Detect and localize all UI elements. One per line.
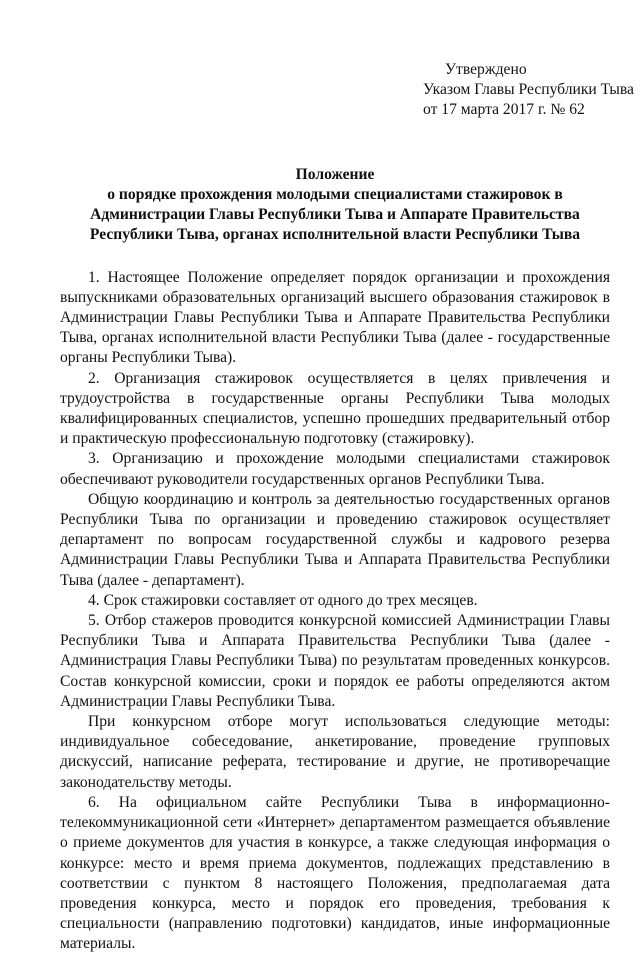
paragraph-2: 2. Организация стажировок осуществляется в целях привлечения и трудоустройства в государственные органы Республики Тыва молодых квалифицированных специалистов, успешно прошедших предварительный отбор и практическую профессиональную подготовку (стажировку). [60,369,610,448]
approval-line: Указом Главы Республики Тыва [423,81,634,99]
paragraph-3: 3. Организацию и прохождение молодыми специалистами стажировок обеспечивают руководители государственных органов Республики Тыва. [60,450,610,488]
title-line: Республики Тыва, органах исполнительной власти Республики Тыва [89,225,581,243]
approval-line: Утверждено [445,61,527,78]
paragraph-coordination: Общую координацию и контроль за деятельностью государственных органов Республики Тыва по организации и проведению стажировок осуществляет департамент по вопросам государственной службы и кадрового резерва Администрации Главы Республики Тыва и Аппарата Правительства Республики Тыва (далее - департамент). [60,490,610,589]
title-line: Администрации Главы Республики Тыва и Аппарате Правительства [90,205,580,223]
paragraph-1: 1. Настоящее Положение определяет порядок организации и прохождения выпускниками образовательных организаций высшего образования стажировок в Администрации Главы Республики Тыва и Аппарате Правительства Республики Тыва, органах исполнительной власти Республики Тыва (далее - государственные органы Республики Тыва). [60,268,610,367]
approval-stamp [423,60,634,121]
title-line: о порядке прохождения молодыми специалистами стажировок в [107,185,563,203]
paragraph-6: 6. На официальном сайте Республики Тыва в информационно-телекоммуникационной сети «Интернет» департаментом размещается объявление о приеме документов для участия в конкурсе, а также следующая информация о конкурсе: место и время приема документов, подлежащих представлению в соответствии с пунктом 8 настоящего Положения, предполагаемая дата проведения конкурса, место и порядок его проведения, требования к специальности (направлению подготовки) кандидатов, иные информационные материалы. [60,793,610,953]
approval-line: от 17 марта 2017 г. № 62 [423,101,585,119]
paragraph-5: 5. Отбор стажеров проводится конкурсной комиссией Администрации Главы Республики Тыва и Аппарата Правительства Республики Тыва (далее - Администрация Главы Республики Тыва) по результатам проведенных конкурсов. Состав конкурсной комиссии, сроки и порядок ее работы определяются актом Администрации Главы Республики Тыва. [60,612,610,710]
paragraph-methods: При конкурсном отборе могут использоваться следующие методы: индивидуальное собеседование, анкетирование, проведение групповых дискуссий, написание реферата, тестирование и другие, не противоречащие законодательству методы. [60,713,610,791]
document-title [60,165,610,245]
title-line: Положение [295,165,375,183]
paragraph-4: 4. Срок стажировки составляет от одного до трех месяцев. [88,591,478,609]
document-body [60,268,610,955]
